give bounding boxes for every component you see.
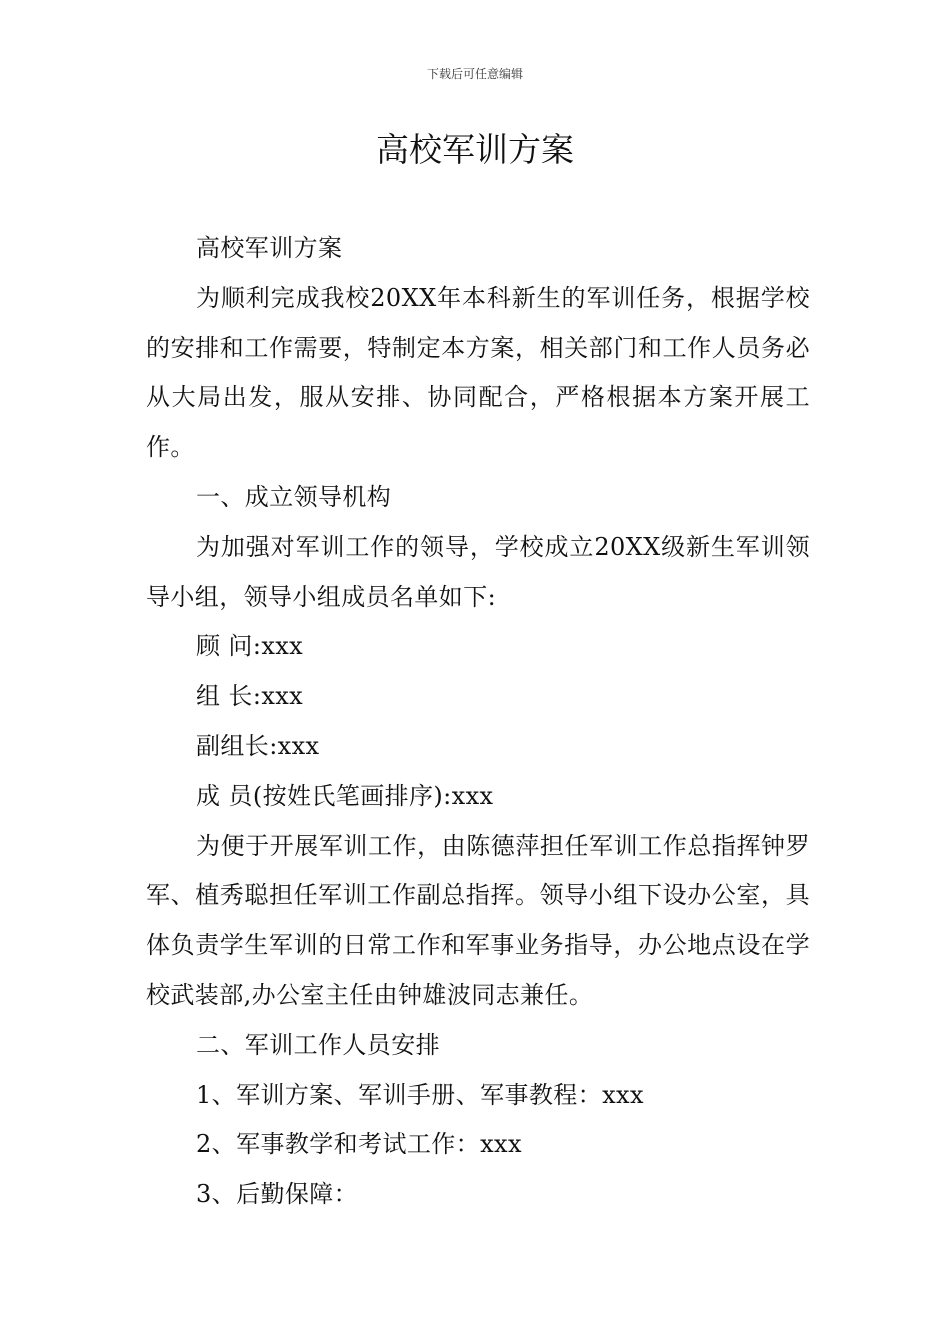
paragraph-intro: 为顺利完成我校20XX年本科新生的军训任务，根据学校的安排和工作需要，特制定本方案，相关部门和工作人员务必从大局出发，服从安排、协同配合，严格根据本方案开展工作。 — [146, 283, 810, 462]
member-deputy-leader: 副组长:xxx — [196, 731, 320, 760]
document-body — [146, 224, 810, 1220]
section-heading-1: 一、成立领导机构 — [196, 482, 392, 511]
document-title: 高校军训方案 — [376, 130, 574, 169]
paragraph-leadership: 为加强对军训工作的领导，学校成立20XX级新生军训领导小组，领导小组成员名单如下: — [146, 532, 810, 611]
paragraph-subtitle: 高校军训方案 — [196, 234, 343, 262]
list-item-1: 1、军训方案、军训手册、军事教程：xxx — [196, 1080, 644, 1109]
header-note: 下载后可任意编辑 — [426, 67, 523, 81]
member-leader: 组 长:xxx — [196, 682, 304, 711]
member-members: 成 员(按姓氏笔画排序):xxx — [196, 781, 494, 810]
paragraph-command: 为便于开展军训工作，由陈德萍担任军训工作总指挥钟罗军、植秀聪担任军训工作副总指挥。领导小组下设办公室，具体负责学生军训的日常工作和军事业务指导，办公地点设在学校武装部,办公室主任由钟雄波同志兼任。 — [146, 831, 810, 1009]
list-item-2: 2、军事教学和考试工作：xxx — [196, 1130, 522, 1159]
list-item-3: 3、后勤保障： — [196, 1180, 359, 1209]
section-heading-2: 二、军训工作人员安排 — [196, 1030, 440, 1059]
member-advisor: 顾 问:xxx — [196, 632, 304, 661]
